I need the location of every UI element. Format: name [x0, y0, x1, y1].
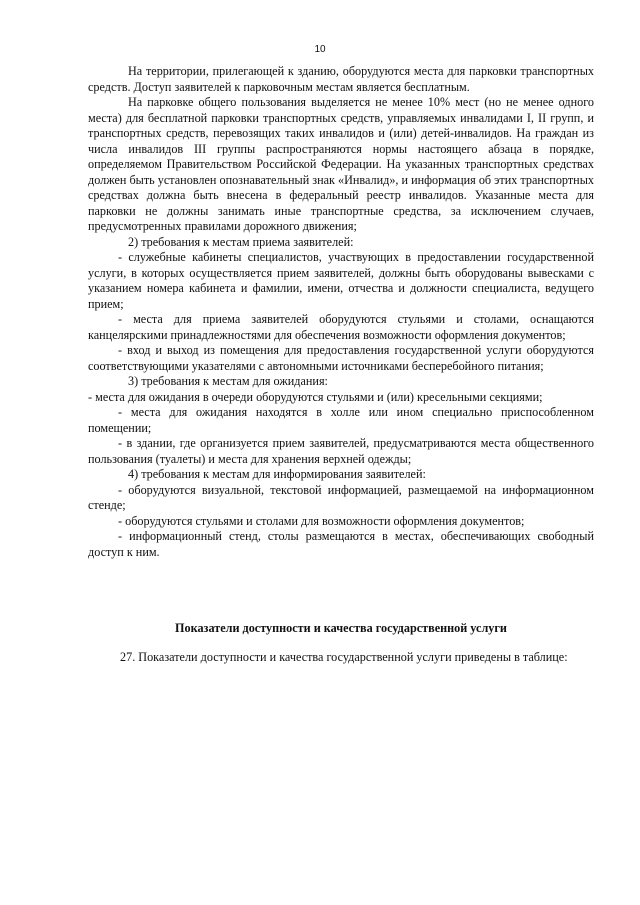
- list-item-reception-places: - места для приема заявителей оборудуются стульями и столами, оснащаются канцелярскими принадлежностями для обеспечения возможности оформления документов;: [88, 312, 594, 342]
- section-heading: Показатели доступности и качества государственной услуги: [175, 621, 507, 635]
- list-item-entrance-exit: - вход и выход из помещения для предоставления государственной услуги оборудуются соответствующими указателями с автономными источниками бесперебойного питания;: [88, 343, 594, 373]
- paragraph-parking-intro: На территории, прилегающей к зданию, оборудуются места для парковки транспортных средств. Доступ заявителей к парковочным местам является бесплатным.: [88, 64, 594, 94]
- paragraph-parking-disabled: На парковке общего пользования выделяется не менее 10% мест (но не менее одного места) для бесплатной парковки транспортных средств, управляемых инвалидами I, II групп, и транспортных средств, перевозящих таких инвалидов и (или) детей-инвалидов. На граждан из числа инвалидов III группы распространяются нормы настоящего абзаца в порядке, определяемом Правительством Российской Федерации. На указанных транспортных средствах должен быть установлен опознавательный знак «Инвалид», и информация об этих транспортных средствах должна быть внесена в федеральный реестр инвалидов. Указанные места для парковки не должны занимать иные транспортные средства, за исключением случаев, предусмотренных правилами дорожного движения;: [88, 95, 594, 233]
- list-item-waiting-hall: - места для ожидания находятся в холле или ином специально приспособленном помещении;: [88, 405, 594, 435]
- paragraph-indicators: 27. Показатели доступности и качества государственной услуги приведены в таблице:: [120, 650, 568, 664]
- list-item-free-access: - информационный стенд, столы размещаются в местах, обеспечивающих свободный доступ к ним.: [88, 529, 594, 559]
- list-item-offices: - служебные кабинеты специалистов, участвующих в предоставлении государственной услуги, в которых осуществляется прием заявителей, должны быть оборудованы вывесками с указанием номера кабинета и фамилии, имени, отчества и должности специалиста, ведущего прием;: [88, 250, 594, 311]
- list-item-info-stand: - оборудуются визуальной, текстовой информацией, размещаемой на информационном стенде;: [88, 482, 594, 512]
- paragraph-reception-requirements: 2) требования к местам приема заявителей:: [128, 234, 354, 249]
- body-text: [88, 64, 594, 560]
- list-item-waiting-seats: - места для ожидания в очереди оборудуются стульями и (или) кресельными секциями;: [88, 389, 543, 404]
- paragraph-waiting-requirements: 3) требования к местам для ожидания:: [128, 374, 328, 388]
- page-number: 10: [314, 44, 326, 55]
- list-item-chairs-tables: - оборудуются стульями и столами для возможности оформления документов;: [118, 513, 525, 528]
- list-item-public-facilities: - в здании, где организуется прием заявителей, предусматриваются места общественного пользования (туалеты) и места для хранения верхней одежды;: [88, 436, 594, 466]
- paragraph-info-requirements: 4) требования к местам для информирования заявителей:: [128, 467, 426, 481]
